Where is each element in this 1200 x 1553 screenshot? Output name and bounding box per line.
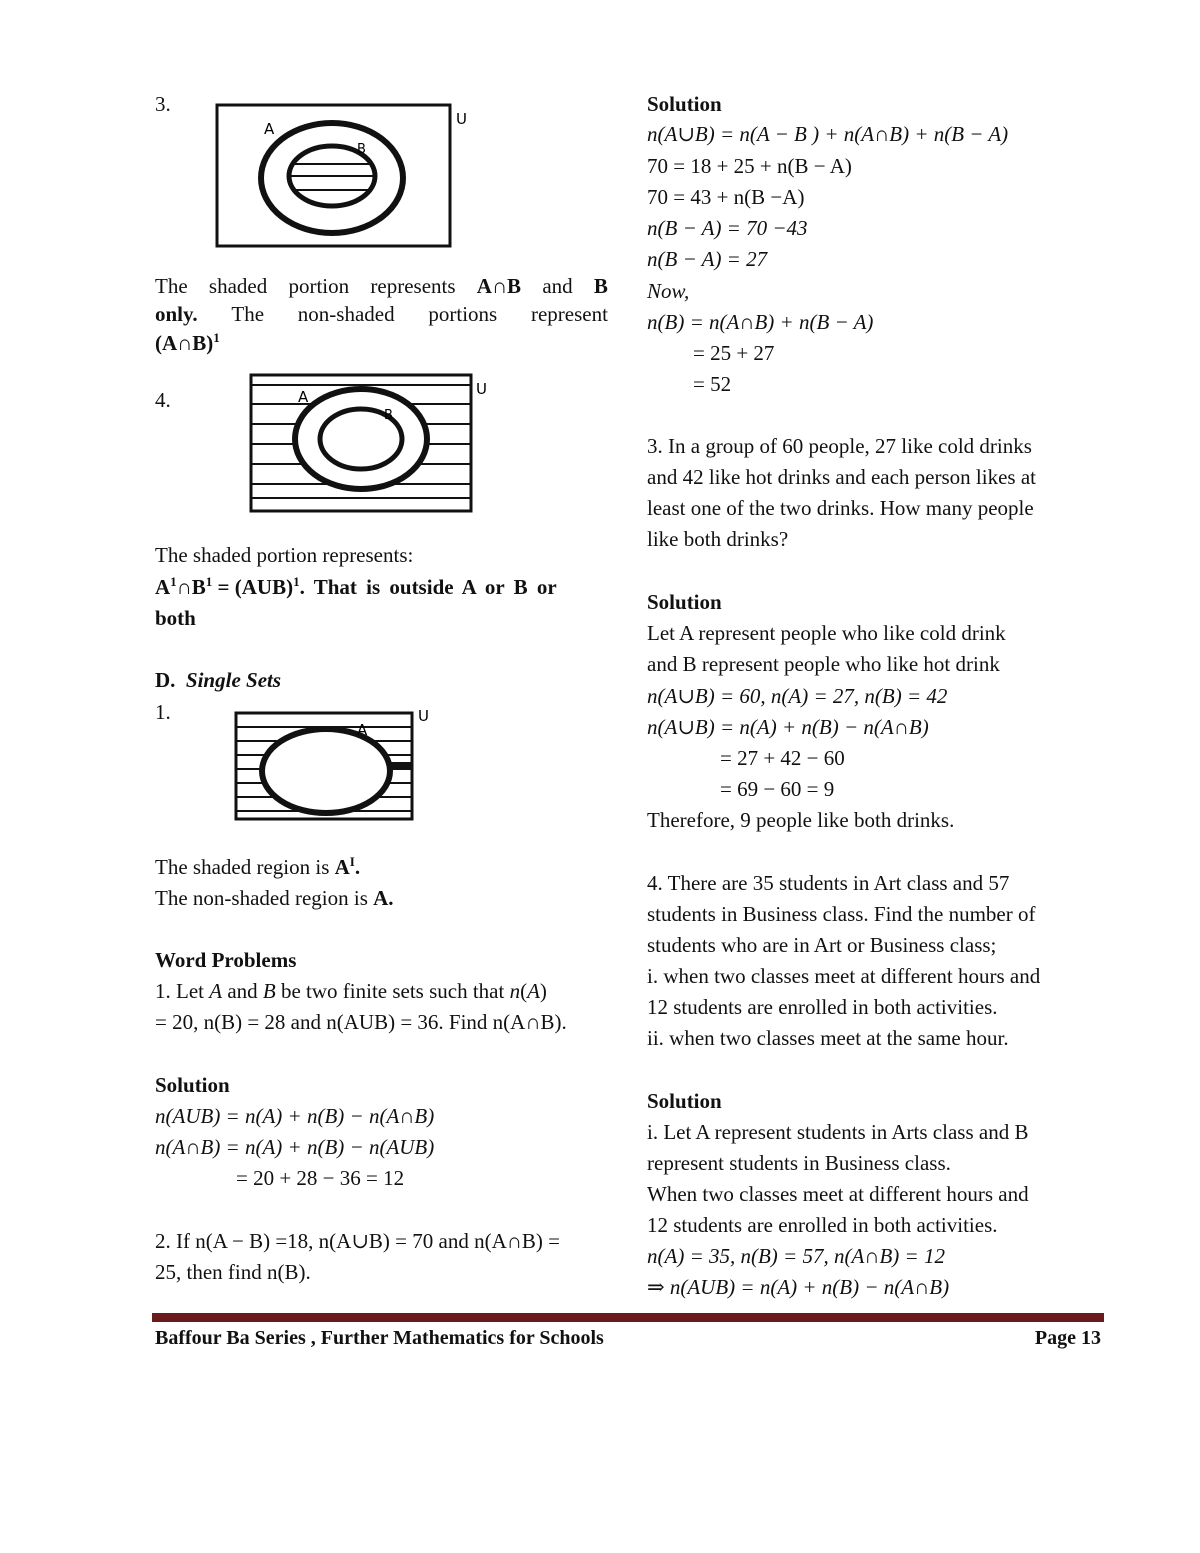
- solution-2-line-7: n(B) = n(A∩B) + n(B − A): [647, 310, 874, 334]
- solution-3-heading: Solution: [647, 590, 722, 614]
- venn-diagram-3: [214, 102, 484, 250]
- solution-4-line-5: n(A) = 35, n(B) = 57, n(A∩B) = 12: [647, 1244, 945, 1268]
- question-3-line-4: like both drinks?: [647, 527, 789, 551]
- word-problems-heading: Word Problems: [155, 948, 297, 972]
- solution-2-line-2: 70 = 18 + 25 + n(B − A): [647, 154, 852, 178]
- question-3-line-1: 3. In a group of 60 people, 27 like cold drinks: [647, 434, 1032, 458]
- question-4-line-3: students who are in Art or Business class;: [647, 933, 997, 957]
- universal-set-label: U: [456, 110, 467, 128]
- set-a-label: A: [298, 388, 309, 406]
- solution-2-line-8: = 25 + 27: [693, 341, 775, 365]
- solution-3-line-6: = 69 − 60 = 9: [720, 777, 835, 801]
- set-a-label: A: [357, 721, 368, 739]
- solution-4-line-6: ⇒ n(AUB) = n(A) + n(B) − n(A∩B): [647, 1275, 950, 1299]
- set-b-label: B: [357, 142, 366, 157]
- venn-diagram-4: [248, 372, 498, 516]
- shaded-region-statement: The shaded region is $A^I$.: [155, 854, 361, 879]
- set-a-label: A: [264, 120, 275, 138]
- question-4-line-6: ii. when two classes meet at the same hour.: [647, 1026, 1009, 1050]
- solution-1-line-1: n(AUB) = n(A) + n(B) − n(A∩B): [155, 1104, 435, 1128]
- section-d-heading: D. Single Sets: [155, 668, 282, 692]
- paragraph-3-line-3: (A∩B)$^1$: [155, 330, 220, 355]
- solution-4-line-1: i. Let A represent students in Arts class and B: [647, 1120, 1029, 1144]
- solution-3-line-2: and B represent people who like hot drink: [647, 652, 1000, 676]
- solution-3-line-1: Let A represent people who like cold drink: [647, 621, 1006, 645]
- footer-rule: [152, 1313, 1104, 1322]
- solution-3-line-4: n(A∪B) = n(A) + n(B) − n(A∩B): [647, 715, 929, 739]
- paragraph-3-line-1: The shaded portion represents A∩B and B: [155, 274, 608, 298]
- question-4-line-5: 12 students are enrolled in both activities.: [647, 995, 998, 1019]
- solution-2-line-6: Now,: [647, 279, 690, 303]
- solution-3-line-3: n(A∪B) = 60, n(A) = 27, n(B) = 42: [647, 684, 948, 708]
- question-4-line-4: i. when two classes meet at different hours and: [647, 964, 1041, 988]
- word-problem-1-line-1: 1. Let A and B be two finite sets such that n(A): [155, 979, 547, 1003]
- venn-diagram-single: [230, 705, 440, 823]
- nonshaded-region-statement: The non-shaded region is A.: [155, 886, 394, 910]
- solution-3-line-7: Therefore, 9 people like both drinks.: [647, 808, 955, 832]
- set-b-label: B: [384, 408, 393, 423]
- solution-4-line-4: 12 students are enrolled in both activities.: [647, 1213, 998, 1237]
- solution-2-line-4: n(B − A) = 70 −43: [647, 216, 808, 240]
- solution-2-line-5: n(B − A) = 27: [647, 247, 768, 271]
- solution-4-line-2: represent students in Business class.: [647, 1151, 951, 1175]
- solution-3-line-5: = 27 + 42 − 60: [720, 746, 845, 770]
- word-problem-2-line-1: 2. If n(A − B) =18, n(A∪B) = 70 and n(A∩B) =: [155, 1229, 561, 1253]
- question-3-line-2: and 42 like hot drinks and each person likes at: [647, 465, 1036, 489]
- page-number: Page 13: [1034, 1327, 1101, 1349]
- footer-series-title: Baffour Ba Series , Further Mathematics for Schools: [155, 1327, 604, 1349]
- universal-set-label: U: [476, 380, 487, 398]
- paragraph-4-line-2: $A^1\cap B^1 = (AUB)^1$. That is outside A or B or: [155, 574, 557, 599]
- paragraph-4-line-1: The shaded portion represents:: [155, 543, 414, 567]
- word-problem-2-line-2: 25, then find n(B).: [155, 1260, 311, 1284]
- item-4-number: 4.: [155, 388, 171, 412]
- solution-1-line-2: n(A∩B) = n(A) + n(B) − n(AUB): [155, 1135, 435, 1159]
- question-4-line-2: students in Business class. Find the number of: [647, 902, 1036, 926]
- solution-2-heading: Solution: [647, 92, 722, 116]
- word-problem-1-line-2: = 20, n(B) = 28 and n(AUB) = 36. Find n(A∩B).: [155, 1010, 567, 1034]
- universal-set-label: U: [418, 707, 429, 725]
- solution-2-line-9: = 52: [693, 372, 732, 396]
- solution-1-heading: Solution: [155, 1073, 230, 1097]
- solution-2-line-3: 70 = 43 + n(B −A): [647, 185, 805, 209]
- solution-1-line-3: = 20 + 28 − 36 = 12: [236, 1166, 405, 1190]
- question-3-line-3: least one of the two drinks. How many people: [647, 496, 1034, 520]
- solution-4-line-3: When two classes meet at different hours and: [647, 1182, 1029, 1206]
- solution-4-heading: Solution: [647, 1089, 722, 1113]
- item-3-number: 3.: [155, 92, 171, 116]
- item-1-number: 1.: [155, 700, 171, 724]
- paragraph-3-line-2: only. The non-shaded portions represent: [155, 302, 608, 326]
- question-4-line-1: 4. There are 35 students in Art class and 57: [647, 871, 1010, 895]
- paragraph-4-line-3: both: [155, 606, 196, 630]
- solution-2-line-1: n(A∪B) = n(A − B ) + n(A∩B) + n(B − A): [647, 122, 1009, 146]
